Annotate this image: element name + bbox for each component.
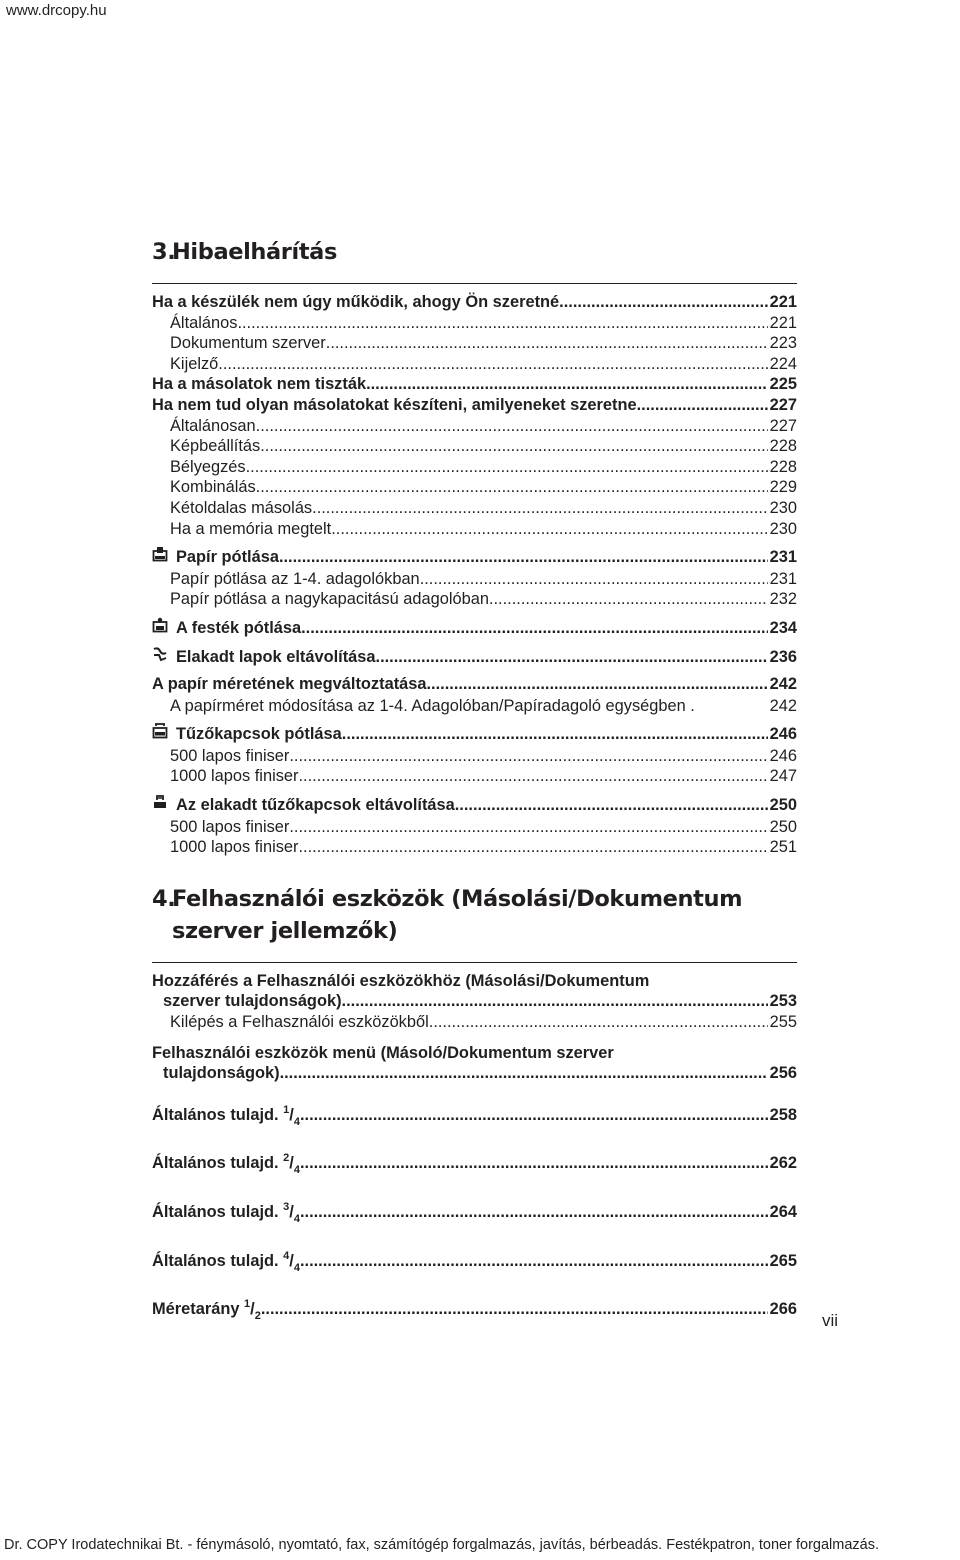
toc-leader xyxy=(342,991,768,1012)
footer-text: Dr. COPY Irodatechnikai Bt. - fénymásoló, nyomtató, fax, számítógép forgalmazás, javítás, bérbeadás. Festékpatron, toner forgalmazás. xyxy=(4,1537,879,1553)
toc-label: szerver tulajdonságok) xyxy=(163,992,342,1011)
toc-leader xyxy=(342,724,768,745)
toc-label: Képbeállítás xyxy=(170,437,261,456)
toc-page-number: 250 xyxy=(769,796,797,815)
toc-page-number: 221 xyxy=(769,313,797,332)
toc-leader xyxy=(420,569,768,590)
toc-entry[interactable] xyxy=(152,498,797,519)
toc-leader xyxy=(261,1299,768,1320)
toc-leader xyxy=(300,1202,768,1223)
toc-label: Dokumentum szerver xyxy=(170,334,326,353)
toc-leader xyxy=(256,416,768,437)
toc-leader xyxy=(298,837,767,858)
toc-page-number: 231 xyxy=(769,569,797,588)
toc-leader xyxy=(326,333,768,354)
toc-leader xyxy=(300,1105,768,1126)
toc-entry[interactable] xyxy=(152,696,797,717)
toc-page-number: 242 xyxy=(769,675,797,694)
toc-page-number: 246 xyxy=(769,746,797,765)
toc-entry[interactable] xyxy=(152,519,797,540)
toc-page-number: 253 xyxy=(769,992,797,1011)
toc-label-text: Általános tulajd. xyxy=(152,1154,279,1173)
toc-label-text: Általános tulajd. xyxy=(152,1251,279,1270)
toc-page-number: 236 xyxy=(769,647,797,666)
toc-leader xyxy=(256,477,768,498)
toc-entry[interactable] xyxy=(152,646,797,668)
toner-icon xyxy=(152,617,168,633)
toc-page-number: 230 xyxy=(769,498,797,517)
toc-label: Kilépés a Felhasználói eszközökből xyxy=(170,1013,429,1032)
toc-label: Általános tulajd. $^2/_4$ xyxy=(152,1152,300,1177)
toc-label: Általánosan xyxy=(170,416,256,435)
chapter-3-heading xyxy=(152,236,797,268)
fraction-numerator: 1 xyxy=(244,1298,251,1311)
toc-label: A papírméret módosítása az 1-4. Adagolóban/Papíradagoló egységben . xyxy=(170,696,695,715)
toc-leader xyxy=(289,746,767,767)
toc-entry[interactable] xyxy=(152,354,797,375)
toc-entry[interactable] xyxy=(152,313,797,334)
toc-label: Általános xyxy=(170,313,238,332)
toc-entry[interactable] xyxy=(152,1148,797,1181)
toc-page-number: 227 xyxy=(769,416,797,435)
toc-entry[interactable] xyxy=(152,837,797,858)
toc-leader xyxy=(279,547,768,568)
toc-entry[interactable] xyxy=(152,477,797,498)
fraction-numerator: 3 xyxy=(283,1201,290,1213)
toc-entry[interactable] xyxy=(152,589,797,610)
toc-page-number: 264 xyxy=(769,1203,797,1221)
toc-leader xyxy=(559,292,767,313)
toc-leader xyxy=(312,498,768,519)
toc-entry[interactable] xyxy=(152,1100,797,1133)
toc-label-text: Általános tulajd. xyxy=(152,1203,279,1221)
toc-leader xyxy=(280,1063,768,1084)
toc-leader xyxy=(455,795,768,816)
chapter-3-entries xyxy=(152,292,797,858)
toc-leader xyxy=(298,766,767,787)
toc-page-number: 223 xyxy=(769,334,797,353)
toc-entry[interactable] xyxy=(152,794,797,816)
toc-page-number: 266 xyxy=(769,1300,797,1319)
toc-entry[interactable] xyxy=(152,817,797,838)
toc-label: Papír pótlása a nagykapacitású adagolóban xyxy=(170,590,489,609)
toc-page-number: 246 xyxy=(769,725,797,744)
toc-label: Méretarány $^1/_2$ xyxy=(152,1298,261,1323)
toc-label: tulajdonságok) xyxy=(163,1064,280,1083)
toc-page-number: 224 xyxy=(769,354,797,373)
toc-entry[interactable] xyxy=(152,991,797,1012)
toc-entry[interactable] xyxy=(152,457,797,478)
toc-entry[interactable] xyxy=(152,395,797,416)
toc-label: Bélyegzés xyxy=(170,457,246,476)
toc-leader xyxy=(429,1012,768,1033)
chapter-rule xyxy=(152,962,797,963)
chapter-rule xyxy=(152,283,797,284)
toc-label: Papír pótlása az 1-4. adagolókban xyxy=(170,569,420,588)
toc-label: Ha a memória megtelt xyxy=(170,519,332,538)
toc-leader xyxy=(246,457,768,478)
chapter-title: Felhasználói eszközök (Másolási/Dokumentum szerver jellemzők) xyxy=(172,885,743,944)
chapter-4-heading xyxy=(152,883,797,947)
toc-label: Általános tulajd. $^4/_4$ xyxy=(152,1249,300,1274)
toc-entry[interactable] xyxy=(152,436,797,457)
toc-label: Kijelző xyxy=(170,354,219,373)
toc-leader xyxy=(331,519,767,540)
toc-label: Ha nem tud olyan másolatokat készíteni, amilyeneket szeretne xyxy=(152,395,637,414)
toc-entry[interactable] xyxy=(152,746,797,767)
toc-page-number: 251 xyxy=(769,838,797,857)
toc-label: Kétoldalas másolás xyxy=(170,498,313,517)
toc-page-number: 221 xyxy=(769,293,797,311)
toc-entry[interactable] xyxy=(152,617,797,639)
toc-label: Kombinálás xyxy=(170,478,256,497)
toc-label: Ha a másolatok nem tiszták xyxy=(152,375,367,394)
paper-tray-icon xyxy=(152,546,168,562)
toc-page-number: 256 xyxy=(769,1064,797,1083)
toc-page xyxy=(152,236,797,1327)
toc-page-number: 258 xyxy=(769,1105,797,1124)
fraction-numerator: 4 xyxy=(283,1249,290,1262)
toc-page-number: 232 xyxy=(769,590,797,609)
toc-page-number: 265 xyxy=(769,1251,797,1270)
toc-page-number: 225 xyxy=(769,375,797,394)
toc-entry-heading[interactable]: Felhasználói eszközök menü (Másoló/Dokumentum szerver xyxy=(152,1043,614,1062)
toc-label: 500 lapos finiser xyxy=(170,746,290,765)
toc-page-number: 262 xyxy=(769,1154,797,1173)
toc-entry[interactable] xyxy=(152,374,797,395)
toc-label: 1000 lapos finiser xyxy=(170,838,299,857)
toc-label: A festék pótlása xyxy=(176,618,302,637)
toc-page-number: 231 xyxy=(769,548,797,567)
toc-label: 1000 lapos finiser xyxy=(170,767,299,786)
paper-jam-icon xyxy=(152,646,168,662)
chapter-4-entries xyxy=(152,1100,797,1327)
toc-entry[interactable] xyxy=(152,546,797,568)
toc-entry[interactable] xyxy=(152,416,797,437)
toc-leader xyxy=(289,817,767,838)
header-url[interactable]: www.drcopy.hu xyxy=(6,2,107,19)
page-number: vii xyxy=(822,1311,839,1330)
toc-page-number: 234 xyxy=(769,618,797,637)
toc-entry[interactable] xyxy=(152,569,797,590)
toc-entry[interactable] xyxy=(152,333,797,354)
toc-page-number: 250 xyxy=(769,817,797,836)
staple-jam-icon xyxy=(152,794,168,810)
toc-entry[interactable] xyxy=(152,674,797,695)
toc-label: Tűzőkapcsok pótlása xyxy=(176,725,342,744)
toc-leader xyxy=(301,618,768,639)
toc-leader xyxy=(637,395,768,416)
chapter-number: 4. xyxy=(152,885,176,912)
toc-label: Elakadt lapok eltávolítása xyxy=(176,647,376,666)
toc-entry[interactable] xyxy=(152,1294,797,1327)
toc-label-text: Általános tulajd. xyxy=(152,1105,279,1124)
fraction-denominator: 4 xyxy=(293,1261,300,1274)
toc-label: 500 lapos finiser xyxy=(170,817,290,836)
toc-entry[interactable] xyxy=(152,1063,797,1084)
toc-entry[interactable] xyxy=(152,766,797,787)
toc-page-number: 230 xyxy=(769,519,797,538)
toc-label-text: Méretarány xyxy=(152,1300,240,1319)
fraction-denominator: 2 xyxy=(254,1310,261,1323)
toc-entry[interactable] xyxy=(152,292,797,313)
toc-leader xyxy=(489,589,768,610)
toc-entry[interactable] xyxy=(152,1197,797,1230)
toc-page-number: 228 xyxy=(769,437,797,456)
fraction-denominator: 4 xyxy=(293,1213,300,1225)
toc-leader xyxy=(376,647,768,668)
chapter-title: Hibaelhárítás xyxy=(172,239,337,265)
toc-page-number: 255 xyxy=(769,1013,797,1032)
fraction-denominator: 4 xyxy=(293,1164,300,1177)
fraction-numerator: 2 xyxy=(283,1152,290,1165)
toc-leader xyxy=(427,674,768,695)
toc-entry[interactable] xyxy=(152,1012,797,1033)
staple-icon xyxy=(152,723,168,739)
toc-leader xyxy=(237,313,767,334)
toc-page-number: 242 xyxy=(769,696,797,715)
toc-leader xyxy=(300,1251,768,1272)
toc-label: Az elakadt tűzőkapcsok eltávolítása xyxy=(176,796,455,815)
toc-label: A papír méretének megváltoztatása xyxy=(152,675,427,694)
fraction-denominator: 4 xyxy=(293,1115,300,1128)
toc-entry-heading[interactable]: Hozzáférés a Felhasználói eszközökhöz (Másolási/Dokumentum xyxy=(152,971,650,990)
toc-page-number: 247 xyxy=(769,767,797,786)
toc-leader xyxy=(366,374,768,395)
toc-label: Ha a készülék nem úgy működik, ahogy Ön szeretné xyxy=(152,293,560,311)
toc-leader xyxy=(218,354,767,375)
toc-page-number: 228 xyxy=(769,457,797,476)
chapter-number: 3. xyxy=(152,239,176,265)
toc-label: Általános tulajd. $^3/_4$ xyxy=(152,1201,300,1225)
toc-leader xyxy=(300,1153,768,1174)
toc-label: Általános tulajd. $^1/_4$ xyxy=(152,1103,300,1128)
toc-page-number: 227 xyxy=(769,395,797,414)
toc-page-number: 229 xyxy=(769,478,797,497)
toc-entry[interactable] xyxy=(152,723,797,745)
toc-leader xyxy=(260,436,767,457)
toc-label: Papír pótlása xyxy=(176,548,279,567)
fraction-numerator: 1 xyxy=(283,1103,290,1116)
toc-entry[interactable] xyxy=(152,1246,797,1279)
